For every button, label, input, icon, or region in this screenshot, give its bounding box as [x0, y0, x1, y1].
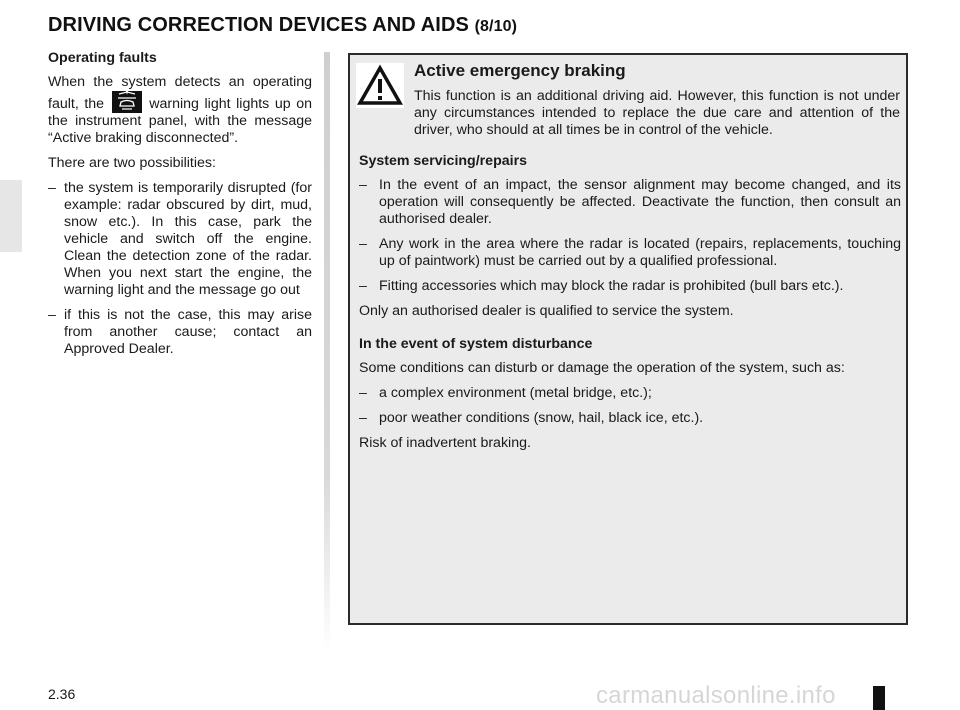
fault-text-before: When the system detects an operating fault, the [48, 74, 312, 112]
list-dash: – [359, 278, 367, 294]
disturbance-note: Risk of inadvertent braking. [359, 435, 531, 451]
operating-faults-heading: Operating faults [48, 50, 157, 66]
page-part-indicator: (8/10) [474, 18, 518, 35]
list-item-text: poor weather conditions (snow, hail, black ice, etc.). [379, 410, 704, 426]
watermark: carmanualsonline.info [596, 682, 836, 709]
page-corner-mark [873, 686, 885, 710]
fault-text-after: warning light lights up on the instrument panel, with the message “Active braking disconnected”. [48, 96, 312, 146]
list-item-text: In the event of an impact, the sensor alignment may become changed, and its operation will consequently be affected. Deactivate the function, then consult an authorised dealer. [379, 177, 901, 227]
operating-fault-paragraph [48, 74, 312, 147]
column-divider [324, 52, 330, 652]
active-braking-warning-light-icon [112, 91, 142, 113]
list-item [48, 307, 312, 358]
list-item-text: a complex environment (metal bridge, etc.); [379, 385, 652, 401]
servicing-heading: System servicing/repairs [359, 153, 527, 169]
list-item [359, 278, 901, 295]
page-title [48, 14, 517, 37]
warning-triangle-icon [356, 63, 404, 108]
list-dash: – [359, 236, 367, 252]
box-title: Active emergency braking [414, 61, 626, 80]
list-item-text: if this is not the case, this may arise from another cause; contact an Approved Dealer. [64, 307, 312, 357]
list-dash: – [359, 385, 367, 401]
list-item [359, 385, 901, 402]
list-item [359, 236, 901, 270]
list-dash: – [359, 177, 367, 193]
servicing-note: Only an authorised dealer is qualified to service the system. [359, 303, 734, 319]
list-item-text: Fitting accessories which may block the radar is prohibited (bull bars etc.). [379, 278, 844, 294]
disturbance-heading: In the event of system disturbance [359, 336, 593, 352]
list-item [359, 177, 901, 228]
list-item [359, 410, 901, 427]
list-dash: – [48, 180, 56, 196]
page-number: 2.36 [48, 686, 76, 702]
possibilities-intro: There are two possibilities: [48, 155, 216, 171]
page-title-text: DRIVING CORRECTION DEVICES AND AIDS [48, 14, 469, 36]
box-intro: This function is an additional driving aid. However, this function is not under any circumstances intended to replace the due care and attention of the driver, who should at all times be in control of the vehicle. [414, 88, 900, 138]
list-dash: – [48, 307, 56, 323]
list-item-text: Any work in the area where the radar is located (repairs, replacements, touching up of paintwork) must be carried out by a qualified professional. [379, 236, 901, 269]
list-item-text: the system is temporarily disrupted (for example: radar obscured by dirt, mud, snow etc.). In this case, park the vehicle and switch off the engine. Clean the detection zone of the radar. When you next start the engine, the warning light and the message go out [64, 180, 312, 298]
disturbance-intro: Some conditions can disturb or damage the operation of the system, such as: [359, 360, 845, 376]
list-dash: – [359, 410, 367, 426]
operating-faults-column [48, 50, 312, 366]
chapter-tab [0, 180, 22, 252]
box-body [359, 153, 901, 460]
list-item [48, 180, 312, 299]
